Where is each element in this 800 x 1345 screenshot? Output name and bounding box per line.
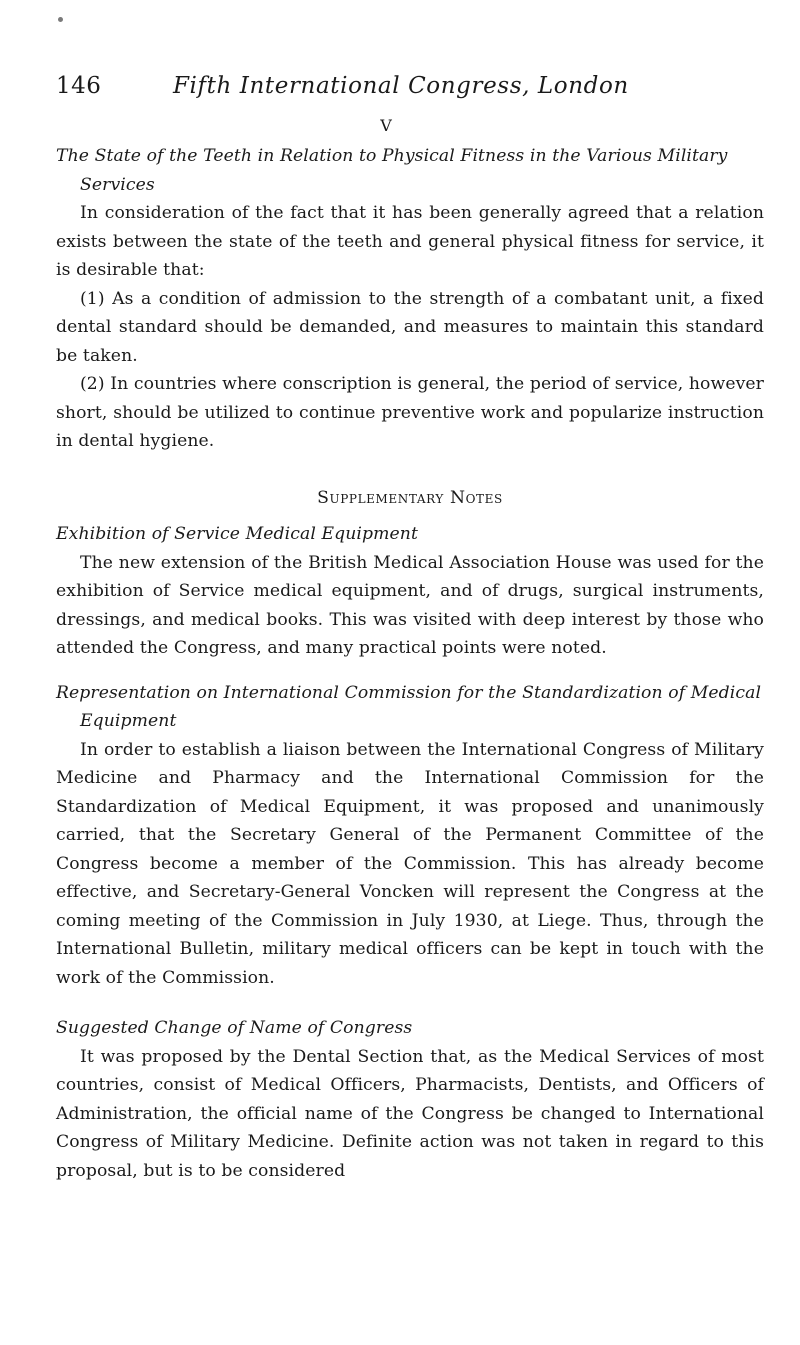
resolution-item-1: (1) As a condition of admission to the strength of a combatant unit, a fixed dental standard should be demanded, and measures to maintain this standard be taken.	[56, 288, 764, 366]
note-heading-name-change: Suggested Change of Name of Congress	[56, 1018, 413, 1038]
note-body-exhibition: The new extension of the British Medical Association House was used for the exhibition of Service medical equipment, and of drugs, surgical instruments, dressings, and medical books. This was visited with deep interest by those who attended the Congress, and many practical points were noted.	[56, 552, 764, 658]
note-heading-representation: Representation on International Commission for the Standardization of Medical Equipment	[56, 682, 762, 731]
resolution-item-2: (2) In countries where conscription is general, the period of service, however short, should be utilized to continue preventive work and popularize instruction in dental hygiene.	[56, 374, 764, 451]
note-body-name-change: It was proposed by the Dental Section that, as the Medical Services of most countries, consist of Medical Officers, Pharmacists, Dentists, and Officers of Administration, the official name of the Congress be changed to International Congress of Military Medicine. Definite action was not taken in regard to this proposal, but is to be considered	[56, 1046, 764, 1181]
page-content	[56, 66, 764, 1185]
note-heading-exhibition: Exhibition of Service Medical Equipment	[56, 524, 418, 544]
section-number: V	[380, 116, 392, 135]
note-body-representation: In order to establish a liaison between the International Congress of Military Medicine and Pharmacy and the International Commission for the Standardization of Medical Equipment, it was proposed and unanimously carried, that the Secretary General of the Permanent Committee of the Congress become a member of the Commission. This has already become effective, and Secretary-General Voncken will represent the Congress at the coming meeting of the Commission in July 1930, at Liege. Thus, through the International Bulletin, military medical officers can be kept in touch with the work of the Commission.	[56, 739, 764, 988]
page-number: 146	[56, 73, 102, 99]
running-title: Fifth International Congress, London	[173, 73, 629, 99]
intro-paragraph: In consideration of the fact that it has been generally agreed that a relation exists between the state of the teeth and general physical fitness for service, it is desirable that:	[56, 203, 764, 280]
running-head	[56, 66, 764, 106]
supplementary-notes-title: Supplementary Notes	[317, 487, 503, 508]
section-heading: The State of the Teeth in Relation to Physical Fitness in the Various Military Services	[56, 146, 728, 195]
print-speck	[58, 17, 63, 22]
